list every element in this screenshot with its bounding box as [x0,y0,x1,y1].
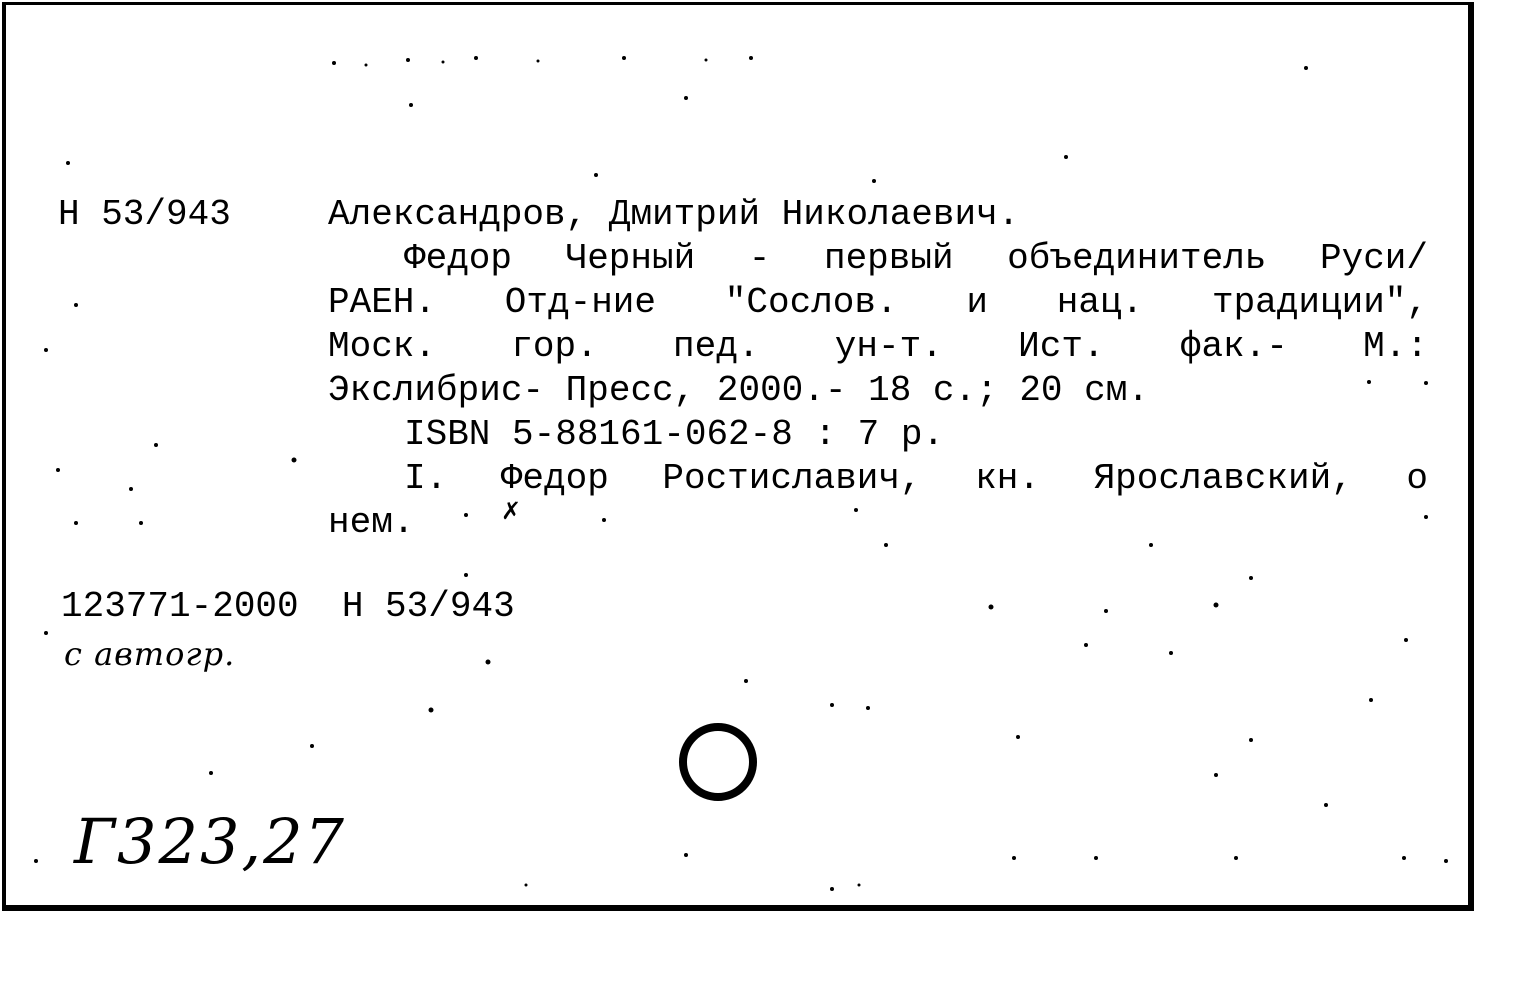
isbn-line: ISBN 5-88161-062-8 : 7 р. [404,414,945,455]
handwritten-shelf-mark: Г323,27 [74,805,346,878]
handwritten-note: с автогр. [64,635,236,673]
handwritten-mark: ✗ [501,497,522,525]
imprint-line: Экслибрис- Пресс, 2000.- 18 с.; 20 см. [328,370,1149,411]
inventory-number: 123771-2000 Н 53/943 [61,586,515,627]
call-number: Н 53/943 [58,194,231,235]
subject-line: I. Федор Ростиславич, кн. Ярославский, о [404,458,1428,499]
title-line: Федор Черный - первый объединитель Руси/ [404,238,1428,279]
punch-hole [676,720,760,804]
catalog-card [2,2,1474,911]
responsibility-line: РАЕН. Отд-ние "Сослов. и нац. традиции", [328,282,1428,323]
subject-line-end: нем. [328,502,415,543]
author-heading: Александров, Дмитрий Николаевич. [328,194,1020,235]
bibliographic-entry [328,193,1428,545]
publication-line: Моск. гор. пед. ун-т. Ист. фак.- М.: [328,326,1428,367]
